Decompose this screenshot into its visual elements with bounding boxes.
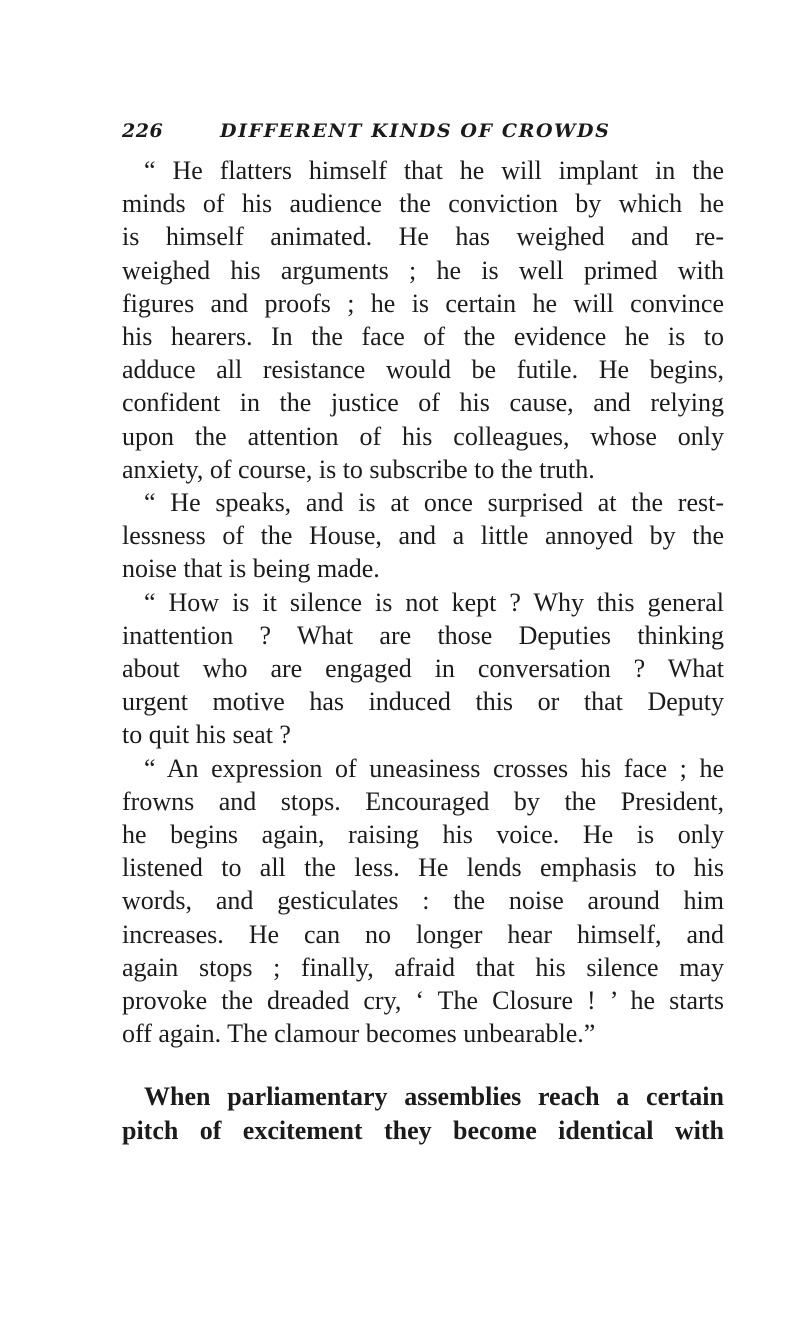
- text-line: minds of his audience the conviction by which he: [122, 189, 724, 219]
- text-line: provoke the dreaded cry, ‘ The Closure ! ’ he starts: [122, 986, 724, 1016]
- text-line: about who are engaged in conversation ? What: [122, 654, 724, 684]
- paragraph: [122, 486, 724, 586]
- text-line: “ He flatters himself that he will implant in the: [144, 156, 724, 185]
- text-line: is himself animated. He has weighed and re-: [122, 222, 724, 252]
- text-line: weighed his arguments ; he is well primed with: [122, 255, 724, 285]
- text-line: upon the attention of his colleagues, whose only: [122, 421, 724, 451]
- text-line: confident in the justice of his cause, and relying: [122, 388, 724, 418]
- text-line: lessness of the House, and a little annoyed by the: [122, 521, 724, 551]
- text-line: frowns and stops. Encouraged by the President,: [122, 786, 724, 816]
- text-line: words, and gesticulates : the noise around him: [122, 886, 724, 916]
- paragraph: [122, 586, 724, 752]
- running-head: [122, 120, 722, 150]
- paragraph: [122, 1080, 724, 1146]
- text-line: his hearers. In the face of the evidence he is to: [122, 322, 724, 352]
- text-line: to quit his seat ?: [122, 720, 291, 750]
- chapter-title: DIFFERENT KINDS OF CROWDS: [220, 120, 611, 142]
- text-line: inattention ? What are those Deputies thinking: [122, 620, 724, 650]
- text-line: off again. The clamour becomes unbearable.”: [122, 1019, 596, 1049]
- text-line: urgent motive has induced this or that Deputy: [122, 687, 724, 717]
- text-line: “ How is it silence is not kept ? Why this general: [144, 587, 724, 617]
- text-line: figures and proofs ; he is certain he will convince: [122, 288, 724, 318]
- text-line: When parliamentary assemblies reach a certain: [144, 1082, 724, 1112]
- paragraph: [122, 752, 724, 1051]
- text-line: “ An expression of uneasiness crosses his face ; he: [144, 753, 724, 783]
- page-number: 226: [122, 120, 164, 142]
- paragraph: [122, 154, 724, 486]
- paragraph-gap: [122, 1050, 724, 1080]
- text-line: pitch of excitement they become identical with: [122, 1115, 724, 1145]
- text-line: again stops ; finally, afraid that his silence may: [122, 952, 724, 982]
- body-text: [122, 154, 724, 1147]
- text-line: listened to all the less. He lends emphasis to his: [122, 853, 724, 883]
- text-line: he begins again, raising his voice. He is only: [122, 820, 724, 850]
- text-line: anxiety, of course, is to subscribe to the truth.: [122, 454, 595, 484]
- text-line: “ He speaks, and is at once surprised at the rest-: [144, 488, 724, 518]
- text-line: noise that is being made.: [122, 554, 380, 584]
- text-line: increases. He can no longer hear himself, and: [122, 919, 724, 949]
- text-line: adduce all resistance would be futile. He begins,: [122, 355, 724, 385]
